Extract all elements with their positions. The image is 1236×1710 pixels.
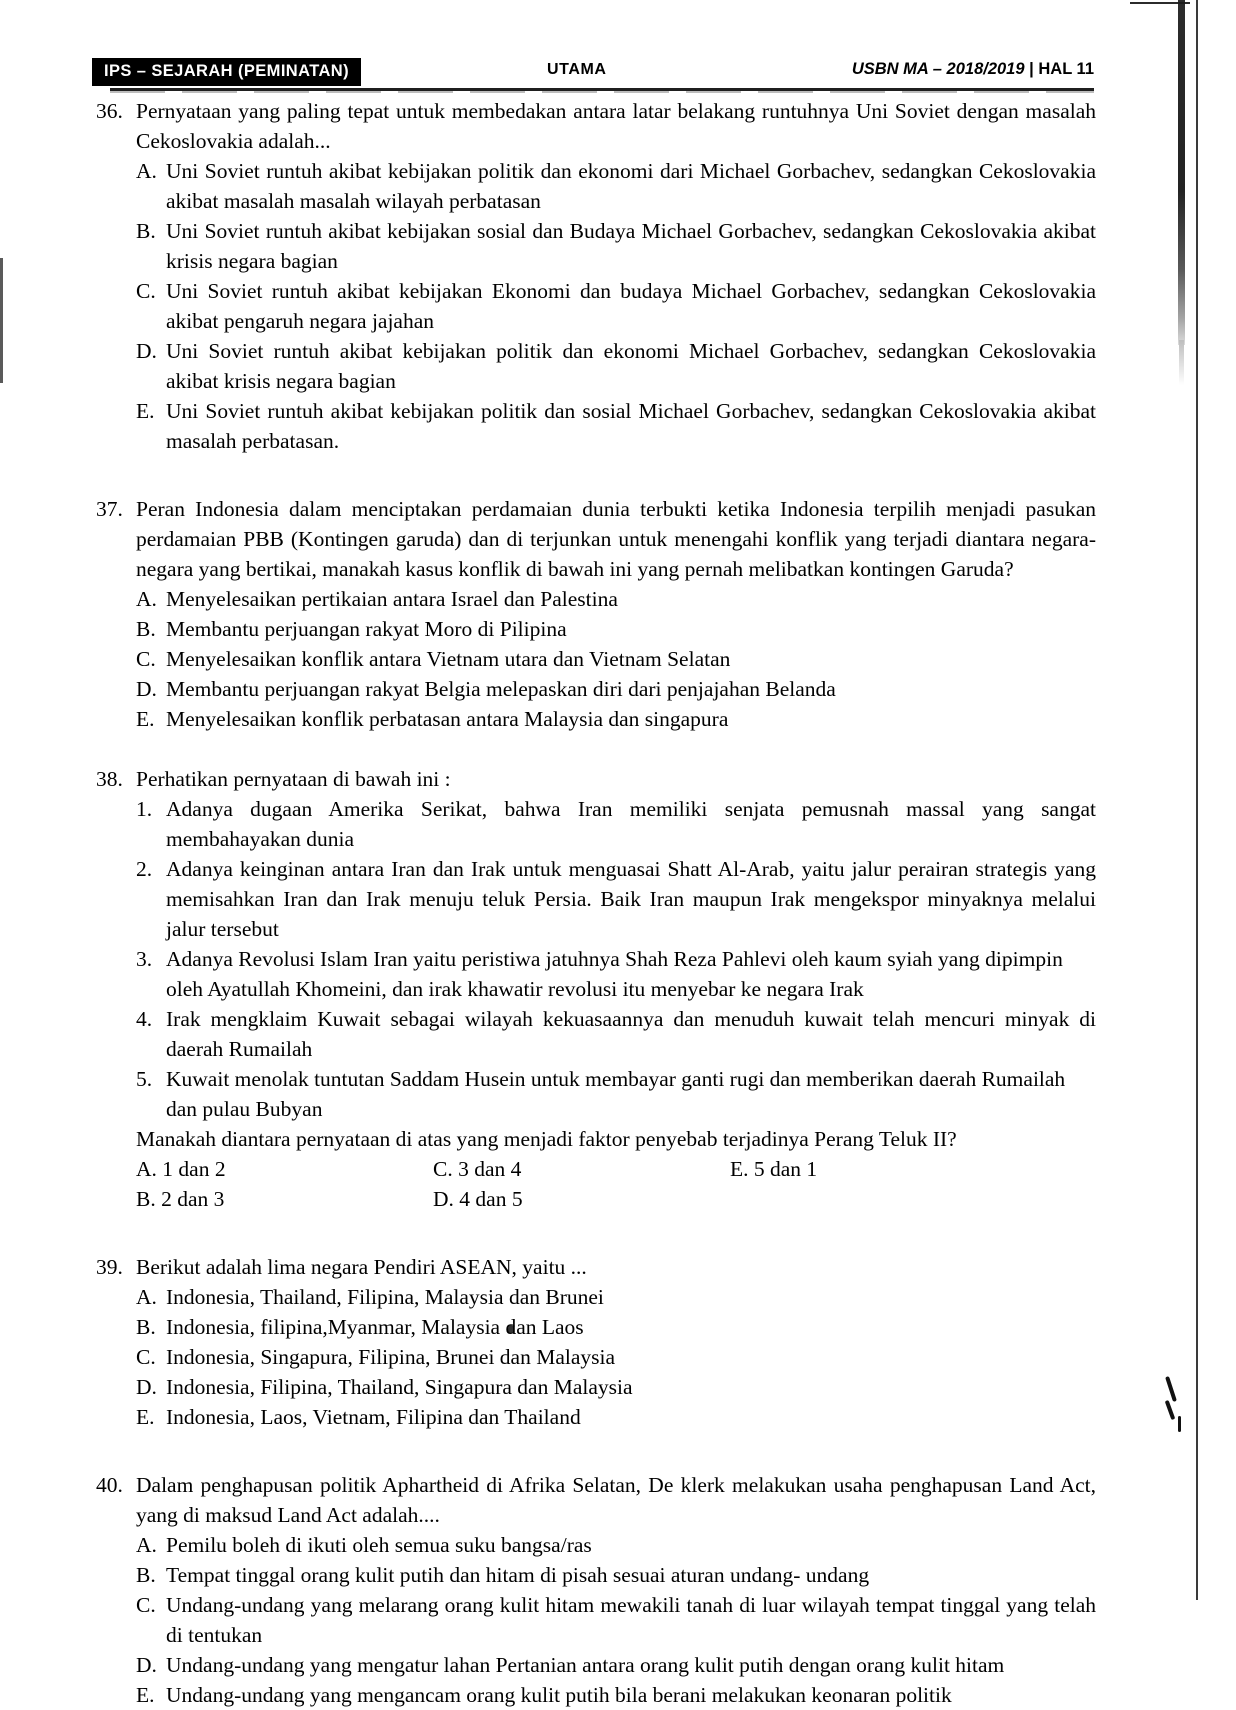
statement-1 bbox=[136, 794, 1096, 854]
option-d[interactable] bbox=[136, 336, 1096, 396]
question-stem bbox=[92, 96, 1096, 156]
option-text: Uni Soviet runtuh akibat kebijakan politik dan sosial Michael Gorbachev, sedangkan Cekoslovakia akibat masalah perbatasan. bbox=[166, 399, 1096, 453]
option-text: Indonesia, filipina,Myanmar, Malaysia dan Laos bbox=[166, 1315, 584, 1339]
scan-artifact-right-edge-fade bbox=[1179, 340, 1184, 385]
spacer bbox=[92, 1214, 1096, 1252]
question-38-prompt: Manakah diantara pernyataan di atas yang menjadi faktor penyebab terjadinya Perang Teluk II? bbox=[136, 1127, 957, 1151]
statement-text: Adanya keinginan antara Iran dan Irak untuk menguasai Shatt Al-Arab, yaitu jalur perairan strategis yang memisahkan Iran dan Irak menuju teluk Persia. Baik Iran maupun Irak mengekspor minyaknya melalui jalur tersebut bbox=[166, 857, 1096, 941]
question-number: 39. bbox=[96, 1255, 123, 1279]
option-text: Indonesia, Filipina, Thailand, Singapura dan Malaysia bbox=[166, 1375, 633, 1399]
page-header bbox=[92, 58, 1094, 92]
option-label: C. bbox=[136, 1345, 156, 1369]
option-text: Menyelesaikan konflik antara Vietnam utara dan Vietnam Selatan bbox=[166, 647, 731, 671]
option-b[interactable]: B. 2 dan 3 bbox=[136, 1187, 225, 1211]
spacer bbox=[92, 1432, 1096, 1470]
handwritten-pen-mark bbox=[1167, 1374, 1191, 1436]
option-e[interactable] bbox=[136, 396, 1096, 456]
statement-number: 3. bbox=[136, 947, 153, 971]
option-list bbox=[136, 1282, 1096, 1432]
option-a[interactable] bbox=[136, 1530, 1096, 1560]
option-a[interactable] bbox=[136, 584, 1096, 614]
exam-code-label: USBN MA – 2018/2019 bbox=[851, 60, 1025, 78]
question-text: Peran Indonesia dalam menciptakan perdamaian dunia terbukti ketika Indonesia terpilih menjadi pasukan perdamaian PBB (Kontingen garuda) dan di terjunkan untuk menengahi konflik yang terjadi diantara negara-negara yang bertikai, manakah kasus konflik di bawah ini yang pernah melibatkan kontingen Garuda? bbox=[136, 497, 1096, 581]
option-grid bbox=[136, 1154, 1096, 1214]
statement-text: Adanya dugaan Amerika Serikat, bahwa Iran memiliki senjata pemusnah massal yang sangat membahayakan dunia bbox=[166, 797, 1096, 851]
option-list bbox=[136, 1530, 1096, 1710]
option-text: Menyelesaikan konflik perbatasan antara Malaysia dan singapura bbox=[166, 707, 729, 731]
option-label: B. bbox=[136, 617, 156, 641]
option-text: Indonesia, Singapura, Filipina, Brunei dan Malaysia bbox=[166, 1345, 616, 1369]
subject-tag: IPS – SEJARAH (PEMINATAN) bbox=[92, 58, 361, 86]
option-a[interactable] bbox=[136, 156, 1096, 216]
option-text: Undang-undang yang mengatur lahan Pertanian antara orang kulit putih dengan orang kulit hitam bbox=[166, 1653, 1005, 1677]
option-label: E. bbox=[136, 1683, 155, 1707]
question-39 bbox=[92, 1252, 1096, 1432]
option-c[interactable] bbox=[136, 644, 1096, 674]
option-label: D. bbox=[136, 677, 157, 701]
question-text: Pernyataan yang paling tepat untuk membedakan antara latar belakang runtuhnya Uni Soviet dengan masalah Cekoslovakia adalah... bbox=[136, 99, 1096, 153]
scan-artifact-left-notch bbox=[0, 258, 3, 383]
option-grid-row bbox=[136, 1184, 1096, 1214]
option-b[interactable] bbox=[136, 614, 1096, 644]
option-d[interactable] bbox=[136, 1650, 1096, 1680]
option-text: Uni Soviet runtuh akibat kebijakan sosial dan Budaya Michael Gorbachev, sedangkan Cekoslovakia akibat krisis negara bagian bbox=[166, 219, 1096, 273]
statement-5 bbox=[136, 1064, 1096, 1124]
exam-variant-label: UTAMA bbox=[547, 61, 607, 78]
statement-3 bbox=[136, 944, 1096, 1004]
option-label: D. bbox=[136, 1375, 157, 1399]
option-e[interactable] bbox=[136, 1680, 1096, 1710]
option-label: B. bbox=[136, 1315, 156, 1339]
option-grid-row bbox=[136, 1154, 1096, 1184]
exam-meta bbox=[852, 60, 1094, 79]
option-b[interactable] bbox=[136, 1312, 1096, 1342]
option-label: E. bbox=[136, 1405, 155, 1429]
option-c[interactable]: C. 3 dan 4 bbox=[433, 1157, 522, 1181]
option-label: D. bbox=[136, 1653, 157, 1677]
option-c[interactable] bbox=[136, 276, 1096, 336]
option-text: Membantu perjuangan rakyat Moro di Pilipina bbox=[166, 617, 567, 641]
option-e[interactable] bbox=[136, 1402, 1096, 1432]
statement-2 bbox=[136, 854, 1096, 944]
option-grid-empty bbox=[730, 1184, 1027, 1214]
spacer bbox=[92, 456, 1096, 494]
statement-number: 1. bbox=[136, 797, 153, 821]
scan-artifact-page-border bbox=[1196, 0, 1198, 1600]
question-38 bbox=[92, 764, 1096, 1214]
option-d[interactable] bbox=[136, 674, 1096, 704]
question-number: 40. bbox=[96, 1473, 123, 1497]
option-text: Membantu perjuangan rakyat Belgia melepaskan diri dari penjajahan Belanda bbox=[166, 677, 836, 701]
option-a[interactable]: A. 1 dan 2 bbox=[136, 1157, 226, 1181]
statement-number: 2. bbox=[136, 857, 153, 881]
option-b[interactable] bbox=[136, 216, 1096, 276]
header-divider bbox=[110, 88, 1094, 91]
question-number: 38. bbox=[96, 767, 123, 791]
option-label: A. bbox=[136, 1533, 157, 1557]
question-text: Berikut adalah lima negara Pendiri ASEAN, yaitu ... bbox=[136, 1255, 587, 1279]
option-label: C. bbox=[136, 647, 156, 671]
option-label: D. bbox=[136, 339, 157, 363]
option-e[interactable]: E. 5 dan 1 bbox=[730, 1157, 818, 1181]
option-b[interactable] bbox=[136, 1560, 1096, 1590]
option-label: A. bbox=[136, 587, 157, 611]
option-text: Undang-undang yang mengancam orang kulit putih bila berani melakukan keonaran politik bbox=[166, 1683, 952, 1707]
option-text: Indonesia, Thailand, Filipina, Malaysia dan Brunei bbox=[166, 1285, 604, 1309]
statement-text: Irak mengklaim Kuwait sebagai wilayah kekuasaannya dan menuduh kuwait telah mencuri minyak di daerah Rumailah bbox=[166, 1007, 1096, 1061]
question-stem bbox=[92, 764, 1096, 794]
question-37 bbox=[92, 494, 1096, 734]
question-text: Dalam penghapusan politik Aphartheid di Afrika Selatan, De klerk melakukan usaha penghapusan Land Act, yang di maksud Land Act adalah.... bbox=[136, 1473, 1096, 1527]
option-text: Uni Soviet runtuh akibat kebijakan Ekonomi dan budaya Michael Gorbachev, sedangkan Cekoslovakia akibat pengaruh negara jajahan bbox=[166, 279, 1096, 333]
option-label: C. bbox=[136, 1593, 156, 1617]
option-text: Uni Soviet runtuh akibat kebijakan politik dan ekonomi Michael Gorbachev, sedangkan Cekoslovakia akibat krisis negara bagian bbox=[166, 339, 1096, 393]
option-text: Menyelesaikan pertikaian antara Israel dan Palestina bbox=[166, 587, 618, 611]
option-label: A. bbox=[136, 159, 157, 183]
option-text: Tempat tinggal orang kulit putih dan hitam di pisah sesuai aturan undang- undang bbox=[166, 1563, 870, 1587]
question-stem bbox=[92, 1470, 1096, 1530]
question-number: 37. bbox=[96, 497, 123, 521]
option-label: E. bbox=[136, 707, 155, 731]
option-text: Indonesia, Laos, Vietnam, Filipina dan Thailand bbox=[166, 1405, 581, 1429]
statement-number: 4. bbox=[136, 1007, 153, 1031]
option-text: Pemilu boleh di ikuti oleh semua suku bangsa/ras bbox=[166, 1533, 592, 1557]
question-36 bbox=[92, 96, 1096, 456]
option-a[interactable] bbox=[136, 1282, 1096, 1312]
option-text: Uni Soviet runtuh akibat kebijakan politik dan ekonomi dari Michael Gorbachev, sedangkan Cekoslovakia akibat masalah masalah wilayah perbatasan bbox=[166, 159, 1096, 213]
option-text: Undang-undang yang melarang orang kulit hitam mewakili tanah di luar wilayah tempat tinggal yang telah di tentukan bbox=[166, 1593, 1096, 1647]
header-separator: | bbox=[1029, 60, 1034, 78]
option-list bbox=[136, 584, 1096, 734]
option-c[interactable] bbox=[136, 1590, 1096, 1650]
question-stem bbox=[92, 1252, 1096, 1282]
question-40 bbox=[92, 1470, 1096, 1710]
option-label: B. bbox=[136, 1563, 156, 1587]
option-e[interactable] bbox=[136, 704, 1096, 734]
option-d[interactable] bbox=[136, 1372, 1096, 1402]
question-text: Perhatikan pernyataan di bawah ini : bbox=[136, 767, 451, 791]
questions-container bbox=[92, 96, 1096, 1710]
option-label: E. bbox=[136, 399, 155, 423]
option-d[interactable]: D. 4 dan 5 bbox=[433, 1187, 523, 1211]
option-label: A. bbox=[136, 1285, 157, 1309]
option-label: C. bbox=[136, 279, 156, 303]
option-list bbox=[136, 156, 1096, 456]
scan-artifact-right-edge bbox=[1178, 0, 1185, 345]
page-number-label: HAL 11 bbox=[1038, 60, 1094, 78]
option-c[interactable] bbox=[136, 1342, 1096, 1372]
statement-list bbox=[136, 794, 1096, 1124]
statement-number: 5. bbox=[136, 1067, 153, 1091]
statement-text: Adanya Revolusi Islam Iran yaitu peristiwa jatuhnya Shah Reza Pahlevi oleh kaum syiah yang dipimpin oleh Ayatullah Khomeini, dan irak khawatir revolusi itu menyebar ke negara Irak bbox=[166, 947, 1063, 1001]
option-label: B. bbox=[136, 219, 156, 243]
spacer bbox=[92, 734, 1096, 764]
question-stem bbox=[92, 494, 1096, 584]
statement-4 bbox=[136, 1004, 1096, 1064]
question-number: 36. bbox=[96, 99, 123, 123]
statement-text: Kuwait menolak tuntutan Saddam Husein untuk membayar ganti rugi dan memberikan daerah Rumailah dan pulau Bubyan bbox=[166, 1067, 1066, 1121]
